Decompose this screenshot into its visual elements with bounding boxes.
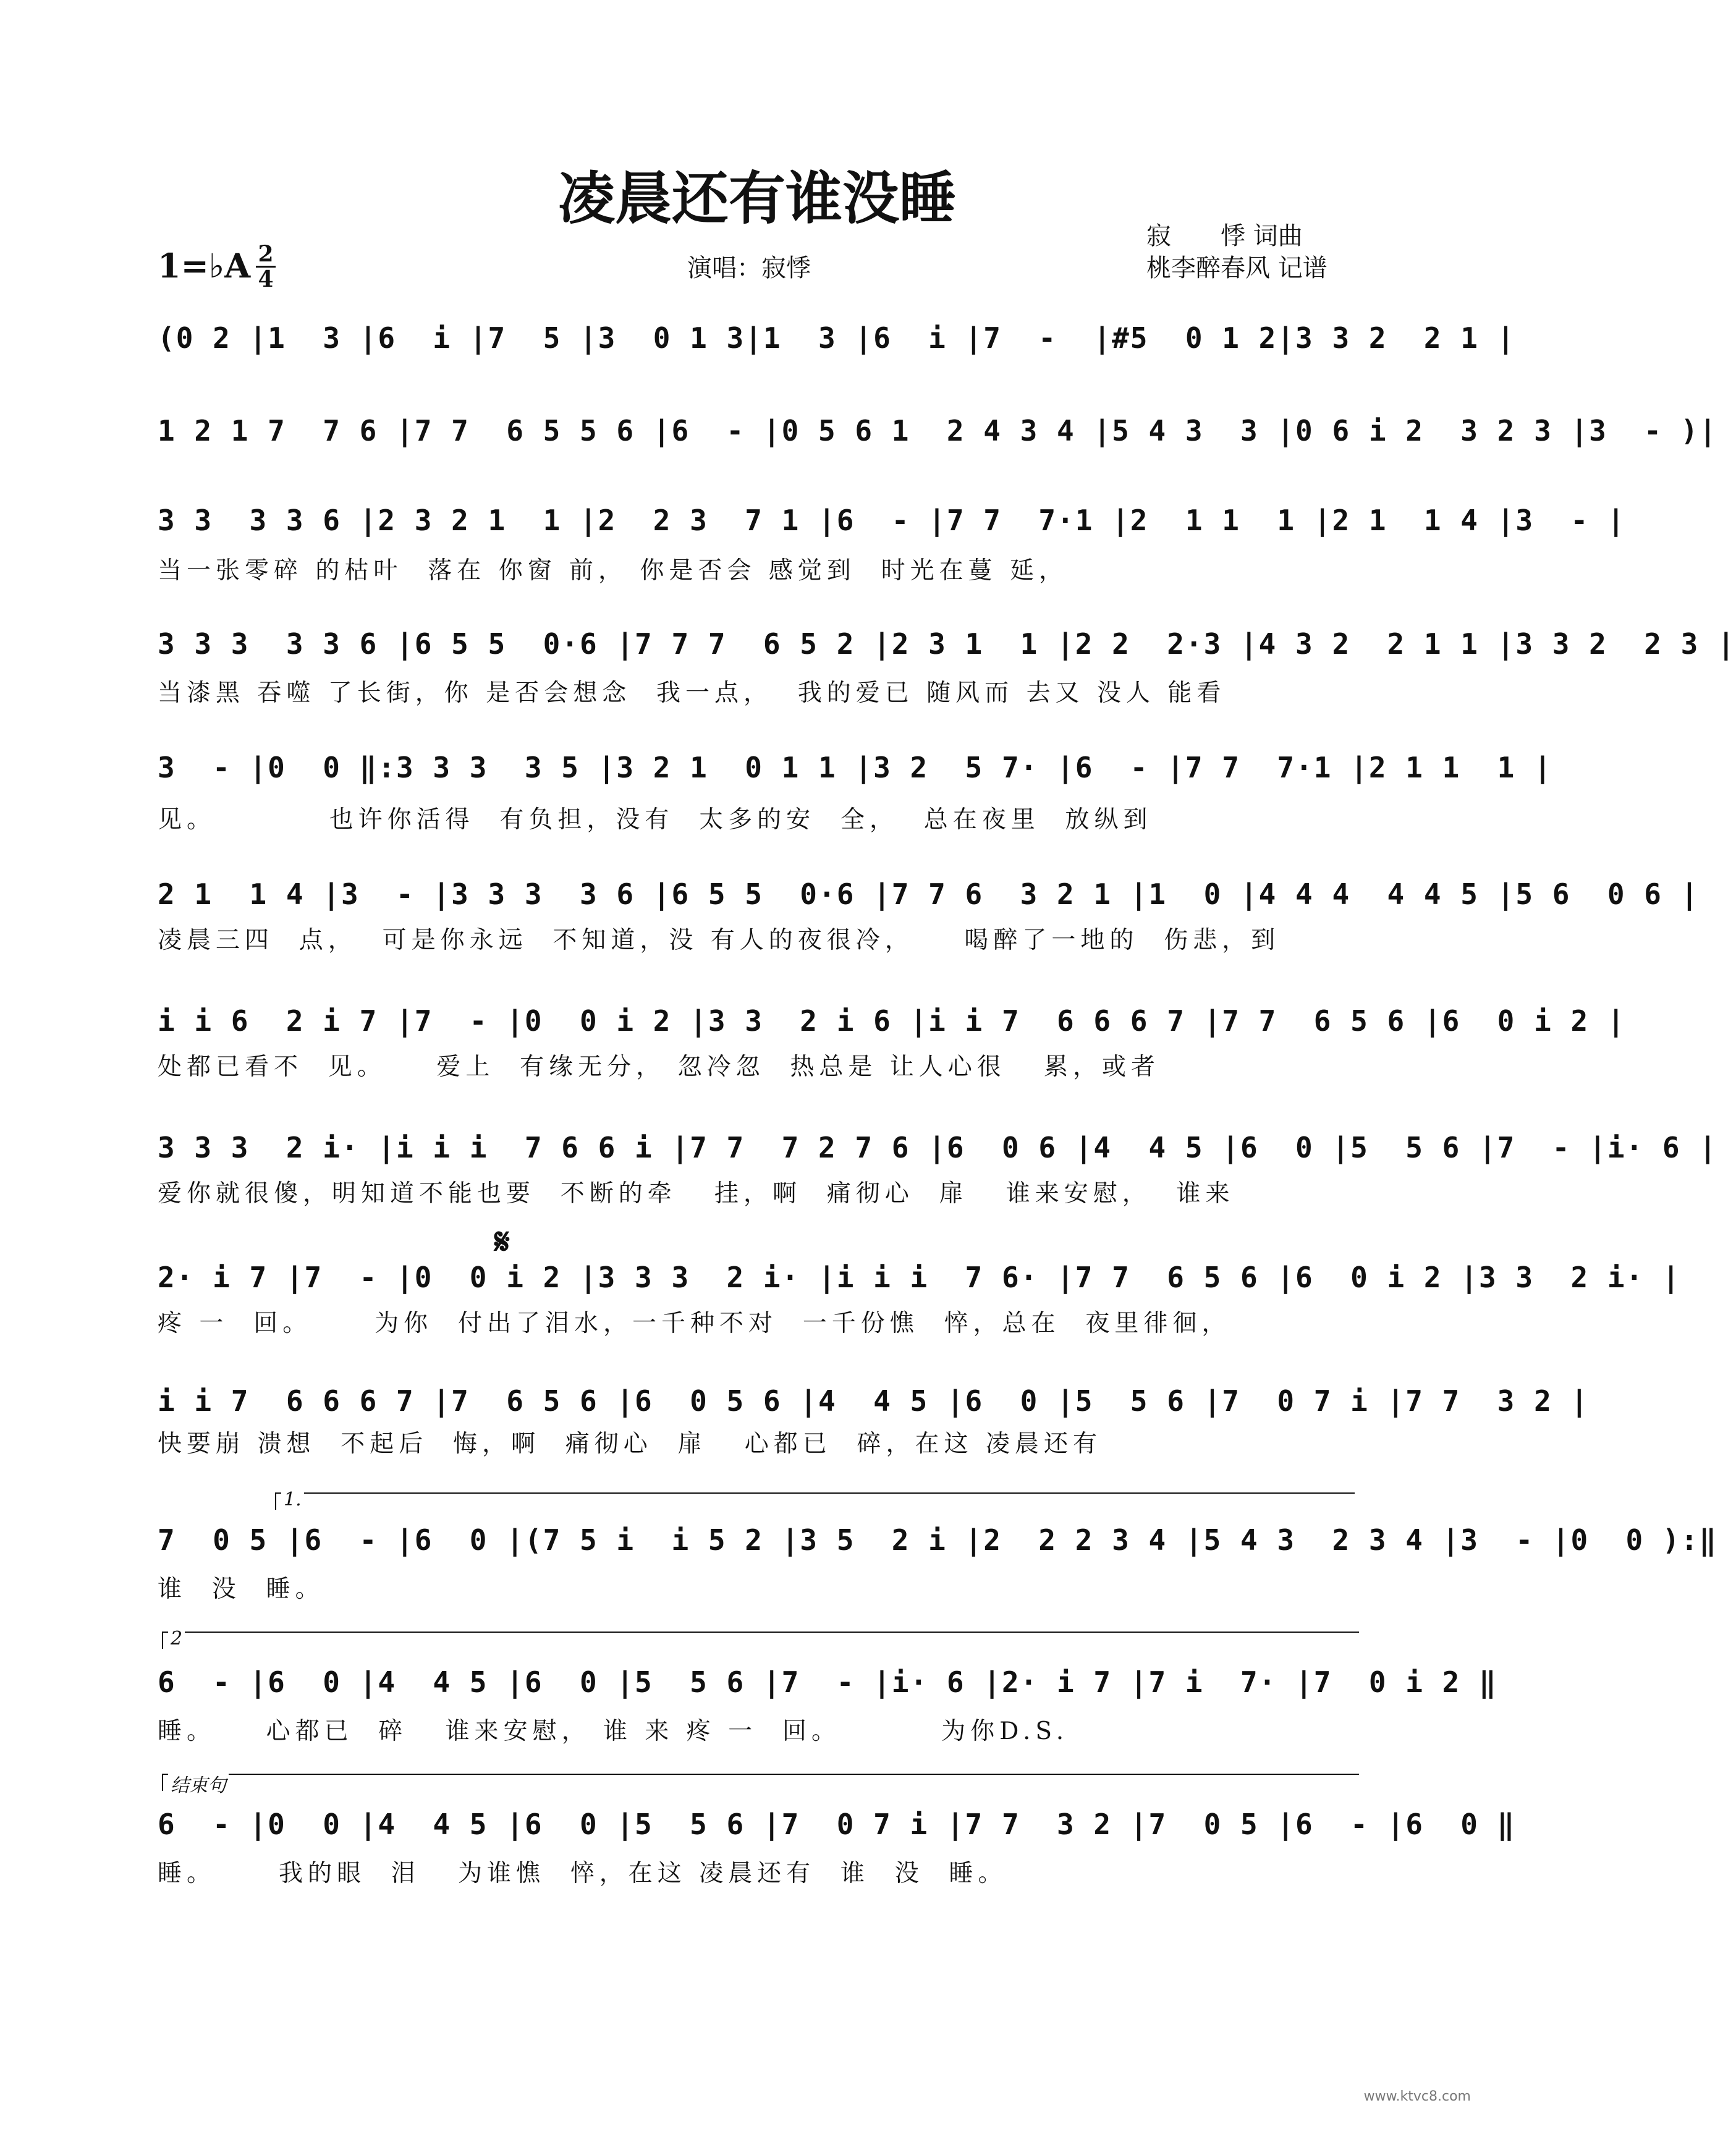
second-ending-label: 2 — [168, 1628, 185, 1649]
first-ending-label: 1. — [281, 1489, 304, 1510]
lyrics-line-12: 睡。 心都已 碎 谁来安慰， 谁 来 疼 一 回。 为你D.S. — [158, 1717, 1069, 1745]
lyrics-line-13: 睡。 我的眼 泪 为谁憔 悴，在这 凌晨还有 谁 没 睡。 — [158, 1860, 1007, 1887]
time-signature — [253, 242, 278, 291]
second-ending-bracket — [162, 1628, 1359, 1649]
lyrics-line-7: 处都已看不 见。 爱上 有缘无分， 忽冷忽 热总是 让人心很 累，或者 — [158, 1053, 1160, 1081]
singer-credit: 演唱：寂悸 — [687, 254, 811, 282]
notation-line-12: 6 - |6 0 |4 4 5 |6 0 |5 5 6 |7 - |i· 6 |2· i 7 |7 i 7· |7 0 i 2 ‖ — [158, 1666, 1497, 1699]
lyrics-line-10: 快要崩 溃想 不起后 悔，啊 痛彻心 扉 心都已 碎，在这 凌晨还有 — [158, 1430, 1102, 1458]
lyrics-line-8: 爱你就很傻，明知道不能也要 不断的牵 挂，啊 痛彻心 扉 谁来安慰， 谁来 — [158, 1180, 1235, 1208]
notation-line-1: (0 2 |1 3 |6 i |7 5 |3 0 1 3|1 3 |6 i |7 - |#5 0 1 2|3 3 2 2 1 | — [158, 321, 1516, 355]
notation-line-7: i i 6 2 i 7 |7 - |0 0 i 2 |3 3 2 i 6 |i i 7 6 6 6 7 |7 7 6 5 6 |6 0 i 2 | — [158, 1004, 1626, 1038]
lyrics-line-4: 当漆黑 吞噬 了长街，你 是否会想念 我一点， 我的爱已 随风而 去又 没人 能看 — [158, 679, 1226, 707]
lyrics-line-5: 见。 也许你活得 有负担，没有 太多的安 全， 总在夜里 放纵到 — [158, 806, 1153, 834]
lyrics-line-11: 谁 没 睡。 — [158, 1575, 324, 1603]
notation-line-2: 1 2 1 7 7 6 |7 7 6 5 5 6 |6 - |0 5 6 1 2 4 3 4 |5 4 3 3 |0 6 i 2 3 2 3 |3 - )| — [158, 414, 1718, 447]
notation-line-11: 7 0 5 |6 - |6 0 |(7 5 i i 5 2 |3 5 2 i |2 2 2 3 4 |5 4 3 2 3 4 |3 - |0 0 ):‖ — [158, 1523, 1718, 1557]
lyrics-line-9: 疼 一 回。 为你 付出了泪水，一千种不对 一千份憔 悴，总在 夜里徘徊， — [158, 1310, 1231, 1337]
notation-line-6: 2 1 1 4 |3 - |3 3 3 3 6 |6 5 5 0·6 |7 7 6 3 2 1 |1 0 |4 4 4 4 4 5 |5 6 0 6 | — [158, 878, 1700, 911]
song-title: 凌晨还有谁没睡 — [557, 165, 956, 232]
lyrics-line-6: 凌晨三四 点， 可是你永远 不知道，没 有人的夜很冷， 喝醉了一地的 伤悲，到 — [158, 926, 1281, 954]
time-signature-bottom: 4 — [258, 266, 274, 292]
notation-line-3: 3 3 3 3 6 |2 3 2 1 1 |2 2 3 7 1 |6 - |7 7 7·1 |2 1 1 1 |2 1 1 4 |3 - | — [158, 504, 1626, 537]
notation-line-8: 3 3 3 2 i· |i i i 7 6 6 i |7 7 7 2 7 6 |6 0 6 |4 4 5 |6 0 |5 5 6 |7 - |i· 6 | — [158, 1131, 1718, 1164]
key-signature: 1=♭A — [158, 246, 251, 286]
lyrics-line-3: 当一张零碎 的枯叶 落在 你窗 前， 你是否会 感觉到 时光在蔓 延， — [158, 557, 1068, 585]
time-signature-top: 2 — [258, 241, 274, 267]
lyricist-composer-credit: 寂 悸 词曲 — [1146, 222, 1303, 250]
segno-sign: 𝄋 — [494, 1221, 510, 1263]
notation-line-9: 2· i 7 |7 - |0 0 i 2 |3 3 3 2 i· |i i i 7 6· |7 7 6 5 6 |6 0 i 2 |3 3 2 i· | — [158, 1261, 1681, 1294]
notation-line-5: 3 - |0 0 ‖:3 3 3 3 5 |3 2 1 0 1 1 |3 2 5 7· |6 - |7 7 7·1 |2 1 1 1 | — [158, 751, 1552, 784]
notation-line-13: 6 - |0 0 |4 4 5 |6 0 |5 5 6 |7 0 7 i |7 7 3 2 |7 0 5 |6 - |6 0 ‖ — [158, 1808, 1516, 1841]
notation-line-10: i i 7 6 6 6 7 |7 6 5 6 |6 0 5 6 |4 4 5 |6 0 |5 5 6 |7 0 7 i |7 7 3 2 | — [158, 1384, 1590, 1418]
first-ending-bracket — [275, 1489, 1355, 1510]
ending-phrase-bracket — [162, 1774, 1359, 1797]
left-margin-watermark — [0, 0, 17, 2129]
site-watermark: www.ktvc8.com — [1363, 2089, 1471, 2104]
ending-phrase-label: 结束句 — [168, 1770, 229, 1797]
notation-line-4: 3 3 3 3 3 6 |6 5 5 0·6 |7 7 7 6 5 2 |2 3 1 1 |2 2 2·3 |4 3 2 2 1 1 |3 3 2 2 3 | — [158, 627, 1736, 661]
transcriber-credit: 桃李醉春风 记谱 — [1146, 254, 1327, 282]
